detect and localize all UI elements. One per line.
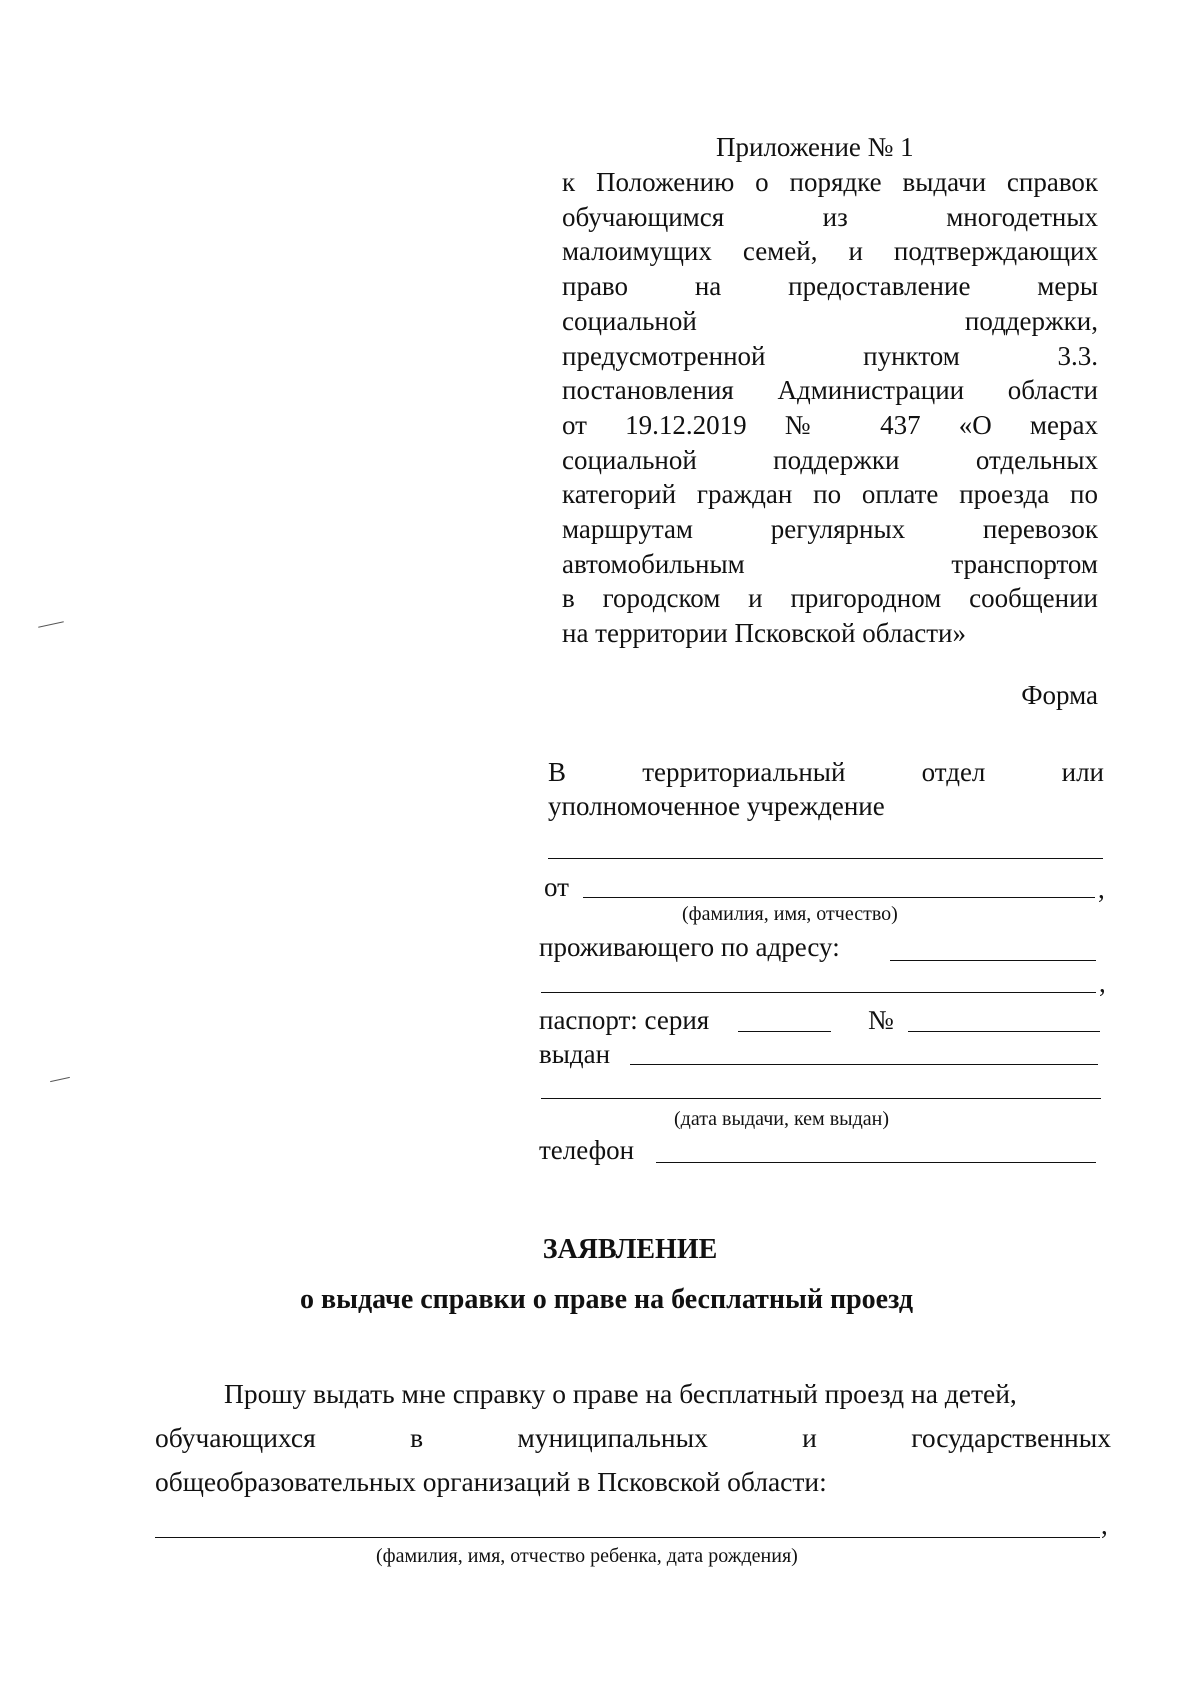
appendix-line: социальной поддержки, [562,305,1098,336]
addressee-block [548,755,1104,823]
form-label: Форма [1021,680,1098,710]
statement-body [155,1372,1111,1504]
appendix-line: предусмотренной пунктом 3.3. [562,340,1098,371]
from-label: от [544,872,569,902]
appendix-line: к Положению о порядке выдачи справок [562,167,1098,197]
appendix-line: от 19.12.2019 № 437 «О мерах [562,409,1098,440]
appendix-line: социальной поддержки отдельных [562,444,1098,475]
appendix-reference [562,165,1098,651]
addressee-line: В территориальный отдел или [548,757,1104,787]
appendix-line: категорий граждан по оплате проезда по [562,479,1098,510]
appendix-title: Приложение № 1 [716,132,914,162]
appendix-line: на территории Псковской области» [562,618,967,649]
appendix-line: малоимущих семей, и подтверждающих [562,236,1098,267]
statement-title: ЗАЯВЛЕНИЕ [542,1234,718,1265]
appendix-line: обучающимся из многодетных [562,201,1098,232]
passport-number-label: № [868,1005,894,1035]
appendix-line: постановления Администрации области [562,375,1098,406]
scan-speck [38,621,64,627]
comma: , [1101,1510,1108,1540]
comma: , [1099,968,1106,998]
issued-field-continued[interactable] [541,1098,1101,1099]
comma: , [1098,874,1105,904]
appendix-line: маршрутам регулярных перевозок [562,514,1098,545]
issued-label: выдан [539,1039,611,1069]
appendix-line: автомобильным транспортом [562,548,1098,579]
phone-field[interactable] [656,1162,1096,1163]
statement-subtitle: о выдаче справки о праве на бесплатный проезд [300,1284,914,1315]
issued-hint: (дата выдачи, кем выдан) [674,1108,889,1130]
addressee-blank-line[interactable] [548,858,1103,859]
passport-series-label: паспорт: серия [539,1005,710,1035]
issued-field[interactable] [630,1064,1098,1065]
child-details-field[interactable] [155,1537,1100,1538]
scan-speck [50,1077,70,1082]
passport-series-field[interactable] [738,1031,831,1032]
from-hint: (фамилия, имя, отчество) [682,903,898,925]
statement-line: общеобразовательных организаций в Псковской области: [155,1466,827,1497]
from-name-field[interactable] [583,897,1095,898]
statement-line: обучающихся в муниципальных и государственных [155,1422,1111,1453]
address-label: проживающего по адресу: [539,932,840,962]
appendix-line: право на предоставление меры [562,271,1098,302]
phone-label: телефон [539,1135,635,1165]
address-field[interactable] [890,960,1096,961]
address-field-continued[interactable] [541,992,1096,993]
appendix-line: в городском и пригородном сообщении [562,583,1098,614]
addressee-line: уполномоченное учреждение [548,791,885,821]
statement-line: Прошу выдать мне справку о праве на бесплатный проезд на детей, [224,1378,1017,1409]
child-details-hint: (фамилия, имя, отчество ребенка, дата рождения) [376,1545,798,1567]
passport-number-field[interactable] [908,1031,1100,1032]
